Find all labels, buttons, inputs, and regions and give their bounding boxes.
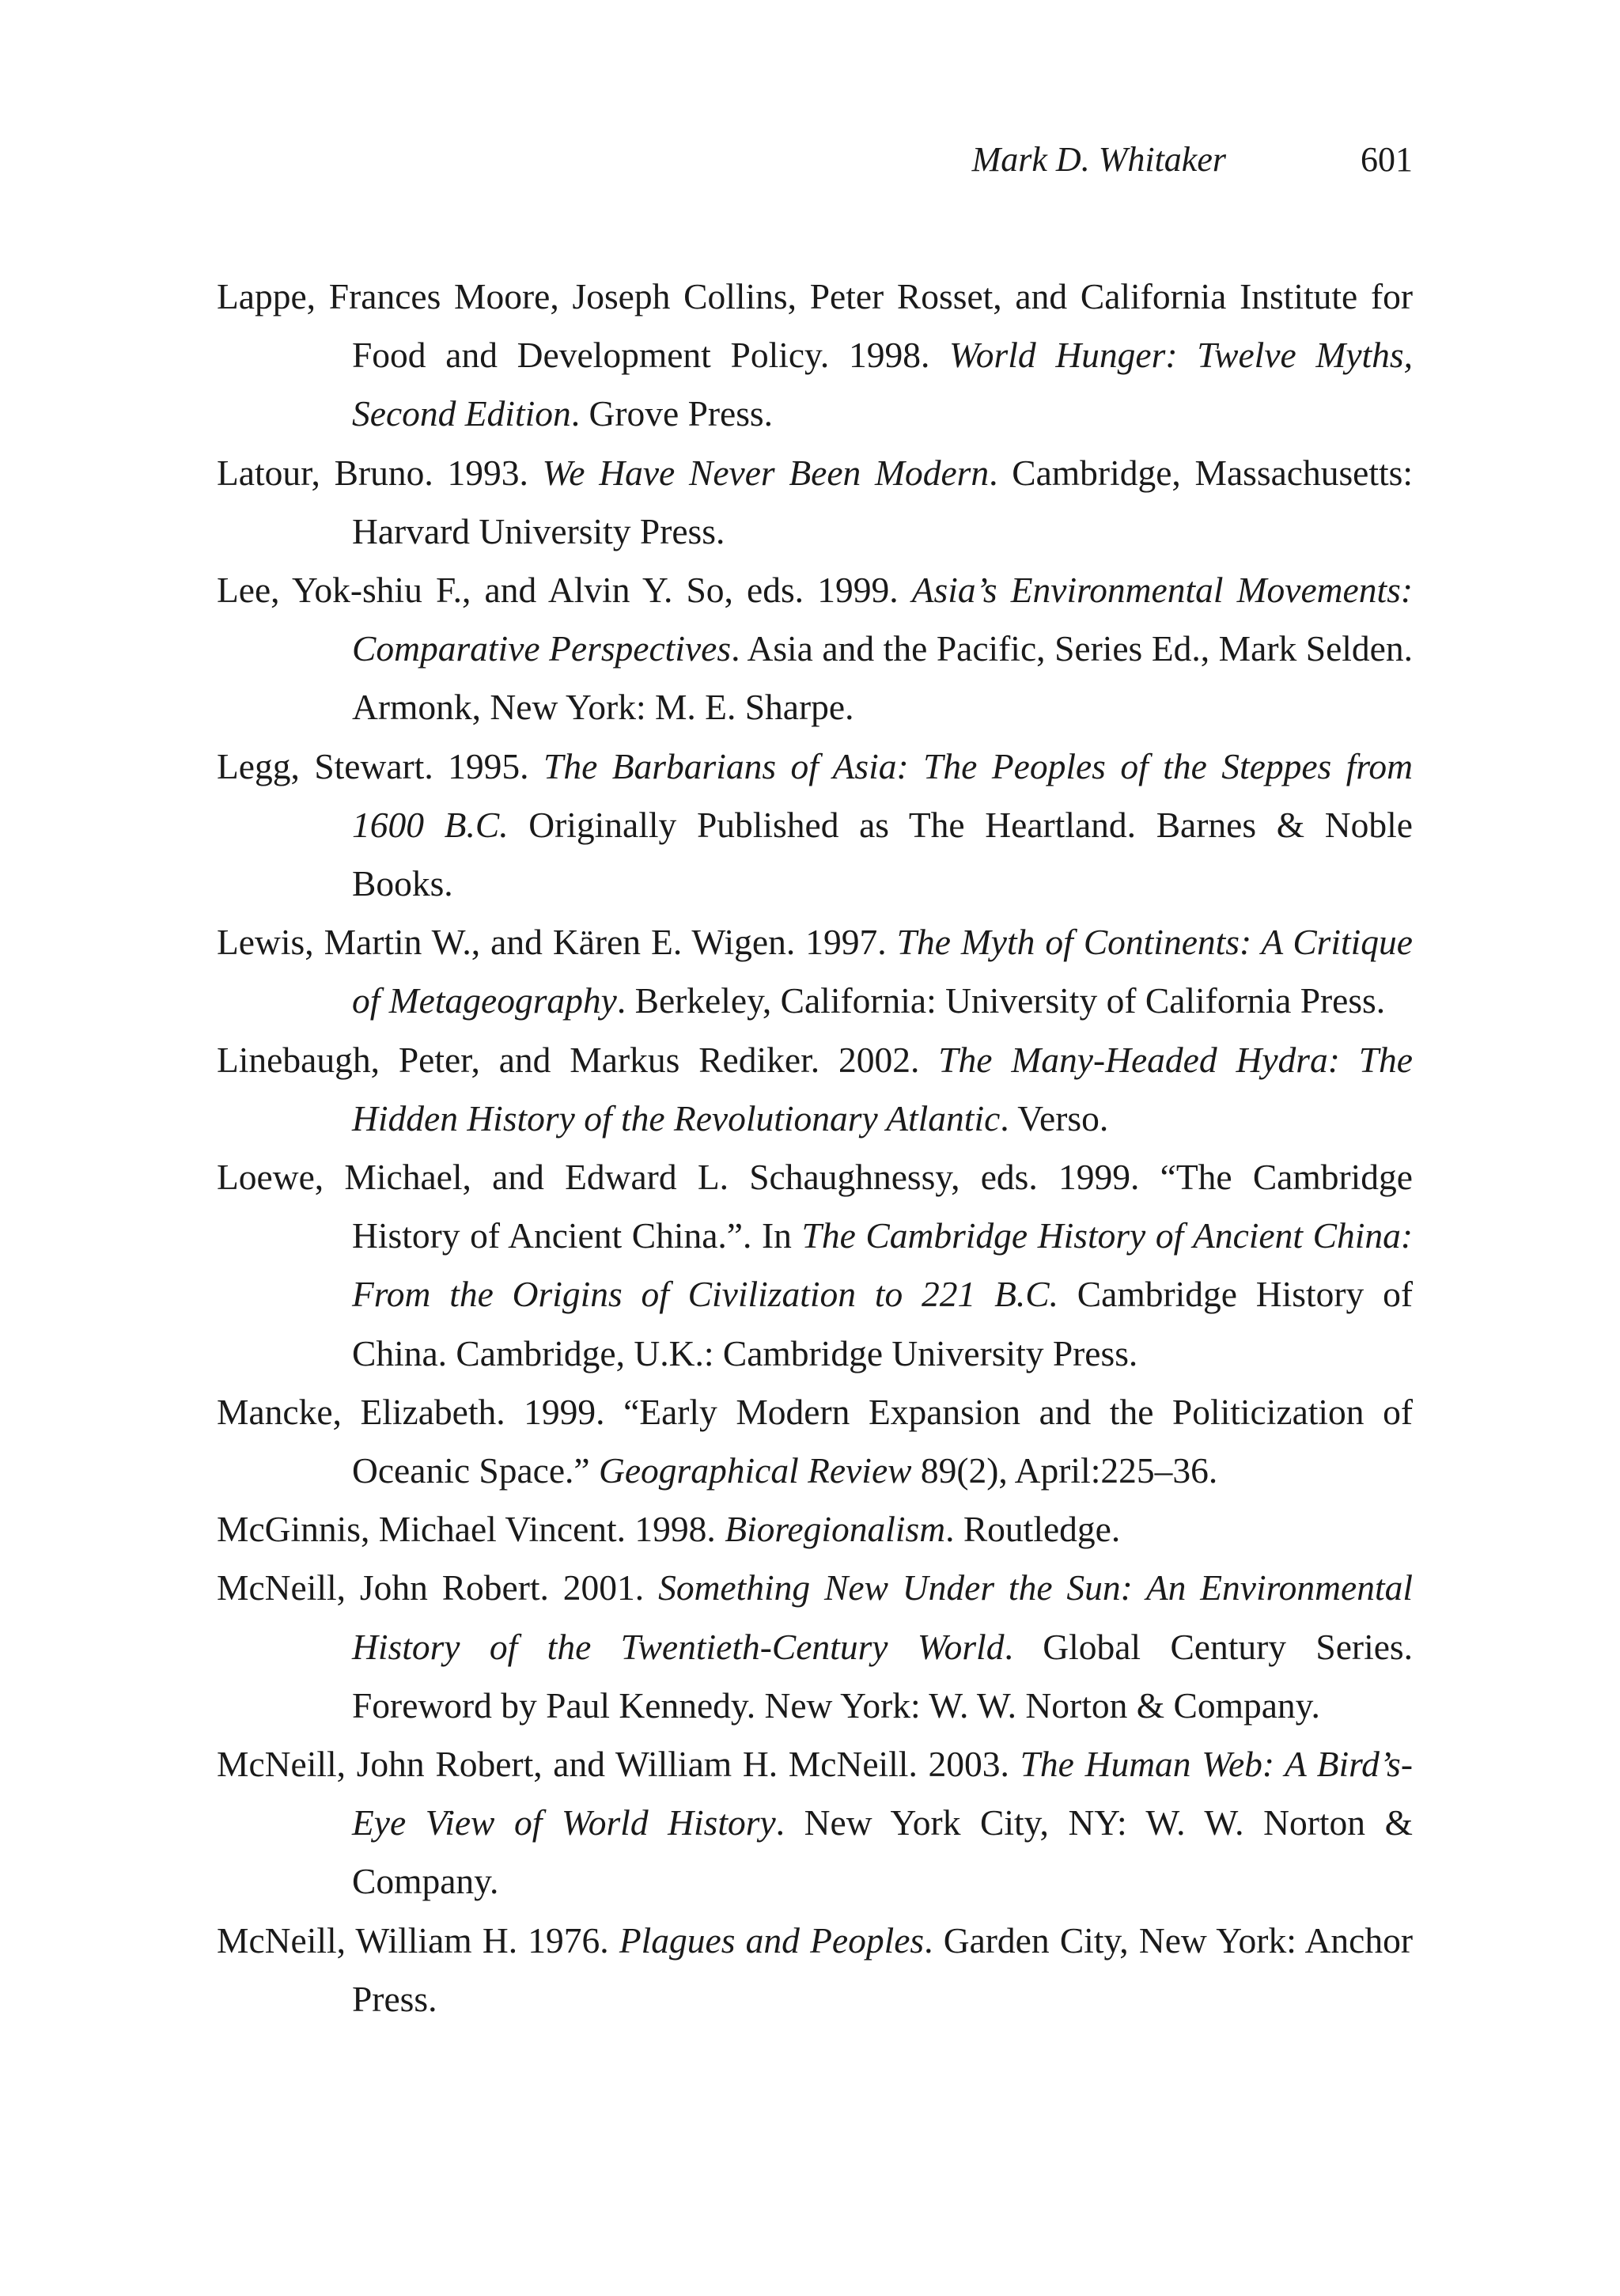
reference-title: The Cambridge History of Ancient China: From the Origins of Civilization to 221 B.C.: [352, 1215, 1413, 1315]
reference-lead: Mancke, Elizabeth. 1999. “Early Modern Expansion and the Politicization of Oceanic Space.”: [217, 1391, 1413, 1491]
reference-tail: . Asia and the Pacific, Series Ed., Mark Selden. Armonk, New York: M. E. Sharpe.: [352, 628, 1413, 728]
reference-entry: [217, 267, 1413, 444]
reference-entry: [217, 444, 1413, 561]
running-head-author: Mark D. Whitaker: [971, 140, 1226, 179]
running-head: [217, 136, 1413, 184]
reference-entry: [217, 913, 1413, 1030]
reference-lead: Legg, Stewart. 1995.: [217, 745, 544, 786]
reference-tail: . Routledge.: [945, 1509, 1121, 1550]
reference-tail: 89(2), April:225–36.: [911, 1450, 1218, 1491]
reference-lead: McNeill, John Robert, and William H. McNeill. 2003.: [217, 1744, 1020, 1785]
reference-title: The Barbarians of Asia: The Peoples of the Steppes from 1600 B.C.: [352, 745, 1413, 845]
reference-entry: [217, 1559, 1413, 1735]
reference-lead: McNeill, John Robert. 2001.: [217, 1567, 659, 1608]
reference-entry: [217, 1735, 1413, 1911]
reference-lead: Loewe, Michael, and Edward L. Schaughnessy, eds. 1999. “The Cambridge History of Ancient China.”. In: [217, 1157, 1413, 1256]
reference-entry: [217, 737, 1413, 914]
reference-title: Geographical Review: [599, 1450, 912, 1491]
reference-title: The Myth of Continents: A Critique of Metageography: [352, 922, 1413, 1021]
reference-entry: [217, 1383, 1413, 1500]
reference-title: The Human Web: A Bird’s-Eye View of World History: [352, 1744, 1414, 1843]
reference-lead: McNeill, William H. 1976.: [217, 1919, 619, 1961]
reference-tail: . New York City, NY: W. W. Norton & Company.: [352, 1802, 1413, 1902]
reference-tail: . Grove Press.: [570, 393, 774, 434]
reference-lead: McGinnis, Michael Vincent. 1998.: [217, 1509, 725, 1550]
reference-entry: [217, 1911, 1413, 2029]
reference-title: Something New Under the Sun: An Environmental History of the Twentieth-Century World: [352, 1567, 1413, 1667]
reference-title: The Many-Headed Hydra: The Hidden History of the Revolutionary Atlantic: [352, 1039, 1413, 1139]
reference-tail: Originally Published as The Heartland. Barnes & Noble Books.: [352, 804, 1413, 904]
page-number: 601: [1361, 140, 1413, 179]
reference-tail: . Garden City, New York: Anchor Press.: [352, 1919, 1414, 2019]
reference-lead: Lee, Yok-shiu F., and Alvin Y. So, eds. 1999.: [217, 570, 912, 611]
reference-entry: [217, 561, 1413, 737]
reference-entry: [217, 1148, 1413, 1383]
reference-tail: . Berkeley, California: University of California Press.: [616, 980, 1386, 1021]
reference-title: Asia’s Environmental Movements: Comparative Perspectives: [352, 570, 1413, 669]
reference-entry: [217, 1500, 1413, 1559]
reference-lead: Latour, Bruno. 1993.: [217, 452, 543, 493]
reference-lead: Lappe, Frances Moore, Joseph Collins, Peter Rosset, and California Institute for Food and Development Policy. 1998.: [217, 276, 1413, 376]
reference-title: Plagues and Peoples: [619, 1919, 925, 1961]
reference-lead: Linebaugh, Peter, and Markus Rediker. 2002.: [217, 1039, 939, 1080]
reference-entry: [217, 1031, 1413, 1148]
reference-tail: . Global Century Series. Foreword by Paul Kennedy. New York: W. W. Norton & Company.: [352, 1626, 1413, 1726]
reference-list: [217, 267, 1413, 2029]
reference-title: World Hunger: Twelve Myths, Second Edition: [352, 335, 1413, 434]
reference-title: Bioregionalism: [725, 1509, 946, 1550]
reference-tail: Cambridge History of China. Cambridge, U.K.: Cambridge University Press.: [352, 1274, 1413, 1373]
reference-title: We Have Never Been Modern: [542, 452, 990, 493]
reference-tail: . Cambridge, Massachusetts: Harvard University Press.: [352, 452, 1414, 551]
reference-lead: Lewis, Martin W., and Kären E. Wigen. 1997.: [217, 922, 897, 963]
reference-tail: . Verso.: [1000, 1097, 1109, 1139]
